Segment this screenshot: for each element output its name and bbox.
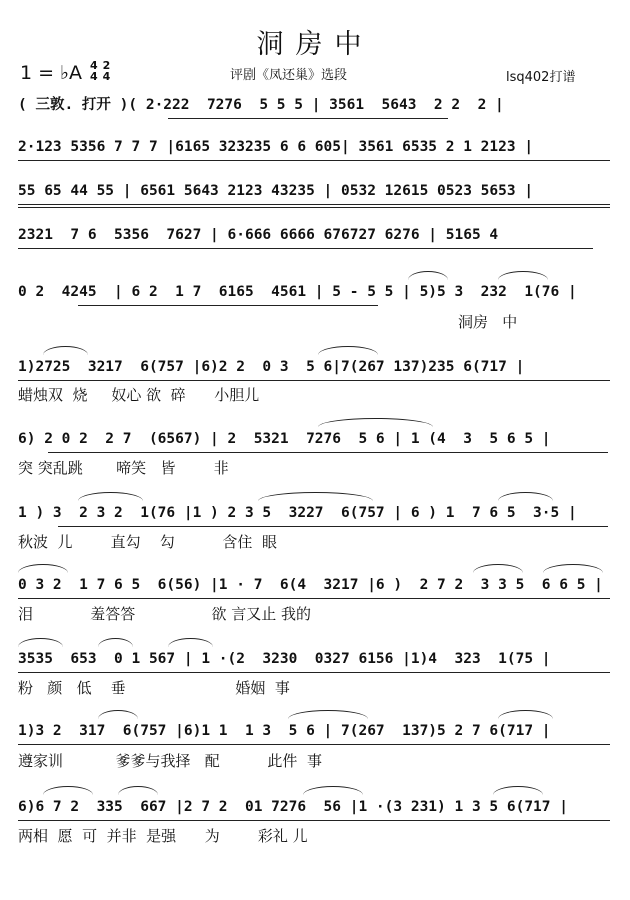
slur <box>318 418 433 427</box>
slur <box>18 638 63 647</box>
notation-row <box>18 281 610 303</box>
lyrics-line: 泪 羞答答 欲 言又止 我的 <box>18 605 312 623</box>
time-signature-4-4: 4 4 <box>90 59 98 83</box>
notation-row <box>18 574 610 596</box>
slur <box>498 492 553 501</box>
notation-text: 1)2725 3217 6(757 |6)2 2 0 3 5 6|7(267 137)235 6(717 | <box>18 359 525 375</box>
slur <box>498 710 553 719</box>
notation-text: 55 65 44 55 | 6561 5643 2123 43235 | 0532 12615 0523 5653 | <box>18 183 534 199</box>
notation-text: 1)3 2 317 6(757 |6)1 1 1 3 5 6 | 7(267 137)5 2 7 6(717 | <box>18 723 551 739</box>
score-subtitle: 评剧《凤还巢》选段 <box>230 68 348 83</box>
score-title: 洞房中 <box>256 29 374 60</box>
notation-row <box>18 94 610 116</box>
lyrics-line: 粉 颜 低 垂 婚姻 事 <box>18 679 290 697</box>
notation-row <box>18 796 610 818</box>
slur <box>493 786 543 795</box>
key-signature: 1 = ♭A <box>20 62 83 84</box>
slur <box>78 492 143 501</box>
slur <box>18 564 68 573</box>
slur <box>98 638 133 647</box>
notation-row <box>18 428 610 450</box>
slur <box>408 271 448 280</box>
notation-text: ( 三敦. 打开 )( 2·222 7276 5 5 5 | 3561 5643 2 2 2 | <box>18 97 504 113</box>
notation-text: 0 2 4245 | 6 2 1 7 6165 4561 | 5 - 5 5 | 5)5 3 232 1(76 | <box>18 284 577 300</box>
slur <box>288 710 368 719</box>
slur <box>303 786 363 795</box>
lyrics-line: 两相 愿 可 并非 是强 为 彩礼 儿 <box>18 827 308 845</box>
notation-text: 3535 653 0 1 567 | 1 ·(2 3230 0327 6156 |1)4 323 1(75 | <box>18 651 551 667</box>
slur <box>98 710 138 719</box>
notation-text: 2321 7 6 5356 7627 | 6·666 6666 676727 6276 | 5165 4 <box>18 227 499 243</box>
notation-row <box>18 648 610 670</box>
slur <box>168 638 213 647</box>
slur <box>118 786 158 795</box>
slur <box>318 346 378 355</box>
slur <box>473 564 523 573</box>
time-signature-2-4: 2 4 <box>102 59 111 83</box>
slur <box>543 564 603 573</box>
notation-text: 0 3 2 1 7 6 5 6(56) |1 · 7 6(4 3217 |6 ) 2 7 2 3 3 5 6 6 5 | <box>18 577 603 593</box>
notation-row <box>18 136 610 158</box>
time-signatures <box>90 60 110 82</box>
notation-row <box>18 224 610 246</box>
notation-row <box>18 180 610 202</box>
notation-row <box>18 356 610 378</box>
lyrics-line: 遵家训 爹爹与我择 配 此件 事 <box>18 752 322 770</box>
slur <box>43 346 88 355</box>
notation-text: 6)6 7 2 335 667 |2 7 2 01 7276 56 |1 ·(3 231) 1 3 5 6(717 | <box>18 799 568 815</box>
lyrics-line: 蜡烛双 烧 奴心 欲 碎 小胆儿 <box>18 386 260 404</box>
lyrics-line: 洞房 中 <box>458 313 518 331</box>
transcriber-credit: lsq402打谱 <box>506 70 576 85</box>
notation-text: 6) 2 0 2 2 7 (6567) | 2 5321 7276 5 6 | 1 (4 3 5 6 5 | <box>18 431 551 447</box>
notation-text: 1 ) 3 2 3 2 1(76 |1 ) 2 3 5 3227 6(757 | 6 ) 1 7 6 5 3·5 | <box>18 505 577 521</box>
slur <box>43 786 93 795</box>
notation-row <box>18 720 610 742</box>
slur <box>498 271 548 280</box>
notation-text: 2·123 5356 7 7 7 |6165 323235 6 6 605| 3561 6535 2 1 2123 | <box>18 139 534 155</box>
lyrics-line: 突 突乱跳 啼笑 皆 非 <box>18 459 229 477</box>
lyrics-line: 秋波 儿 直勾 勾 含住 眼 <box>18 533 277 551</box>
slur <box>258 492 373 501</box>
notation-row <box>18 502 610 524</box>
